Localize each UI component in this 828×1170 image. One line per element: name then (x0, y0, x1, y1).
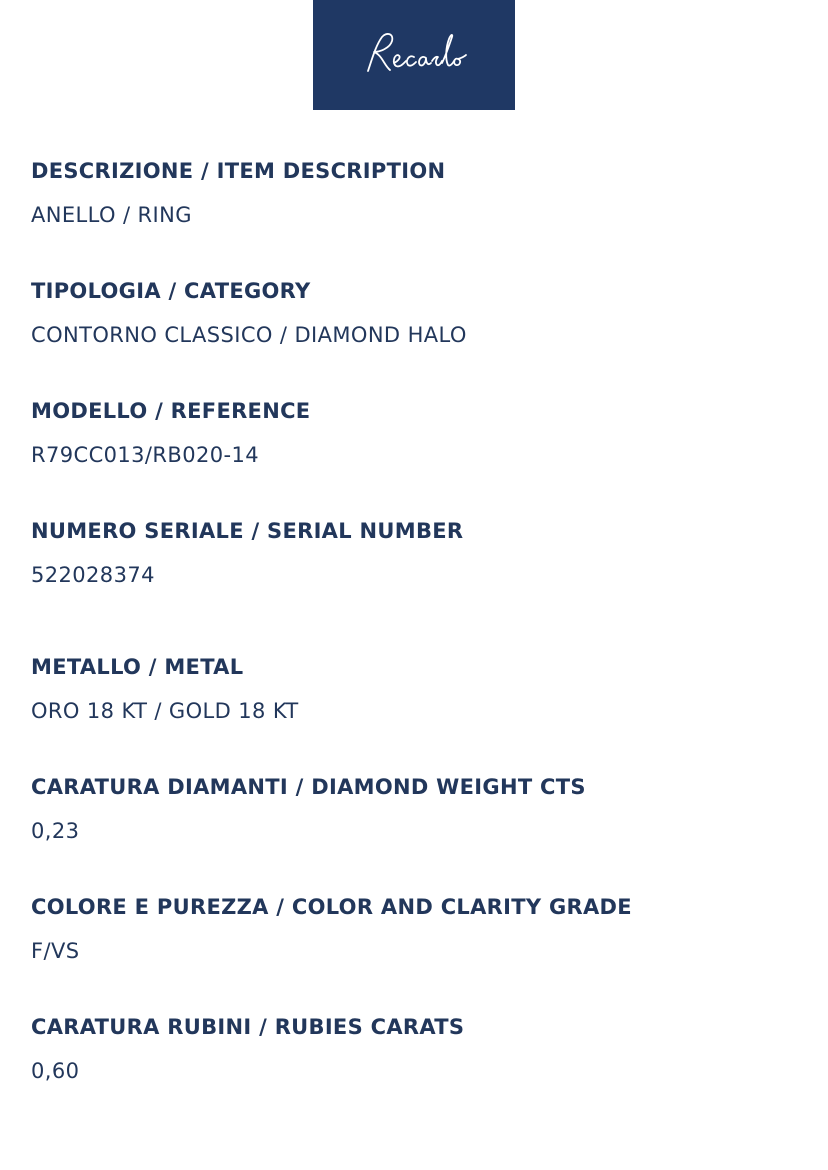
field-label: NUMERO SERIALE / SERIAL NUMBER (31, 519, 464, 543)
field-value: ORO 18 KT / GOLD 18 KT (31, 699, 299, 723)
field-label: COLORE E PUREZZA / COLOR AND CLARITY GRADE (31, 895, 632, 919)
field-value: F/VS (31, 939, 80, 963)
field-category (31, 278, 467, 348)
field-label: CARATURA RUBINI / RUBIES CARATS (31, 1015, 465, 1039)
field-value: 522028374 (31, 563, 155, 587)
field-label: METALLO / METAL (31, 655, 244, 679)
field-value: CONTORNO CLASSICO / DIAMOND HALO (31, 323, 467, 347)
field-serial-number (31, 518, 463, 588)
field-metal (31, 654, 299, 724)
field-value: 0,23 (31, 819, 80, 843)
field-diamond-weight (31, 774, 586, 844)
field-item-description (31, 158, 445, 228)
field-label: CARATURA DIAMANTI / DIAMOND WEIGHT CTS (31, 775, 586, 799)
field-rubies-carats (31, 1014, 464, 1084)
field-label: MODELLO / REFERENCE (31, 399, 311, 423)
recarlo-logo-icon (354, 25, 474, 85)
field-value: 0,60 (31, 1059, 80, 1083)
field-label: DESCRIZIONE / ITEM DESCRIPTION (31, 159, 446, 183)
field-reference (31, 398, 310, 468)
brand-logo (313, 0, 515, 110)
field-value: ANELLO / RING (31, 203, 192, 227)
field-value: R79CC013/RB020-14 (31, 443, 259, 467)
field-color-clarity (31, 894, 632, 964)
field-label: TIPOLOGIA / CATEGORY (31, 279, 311, 303)
